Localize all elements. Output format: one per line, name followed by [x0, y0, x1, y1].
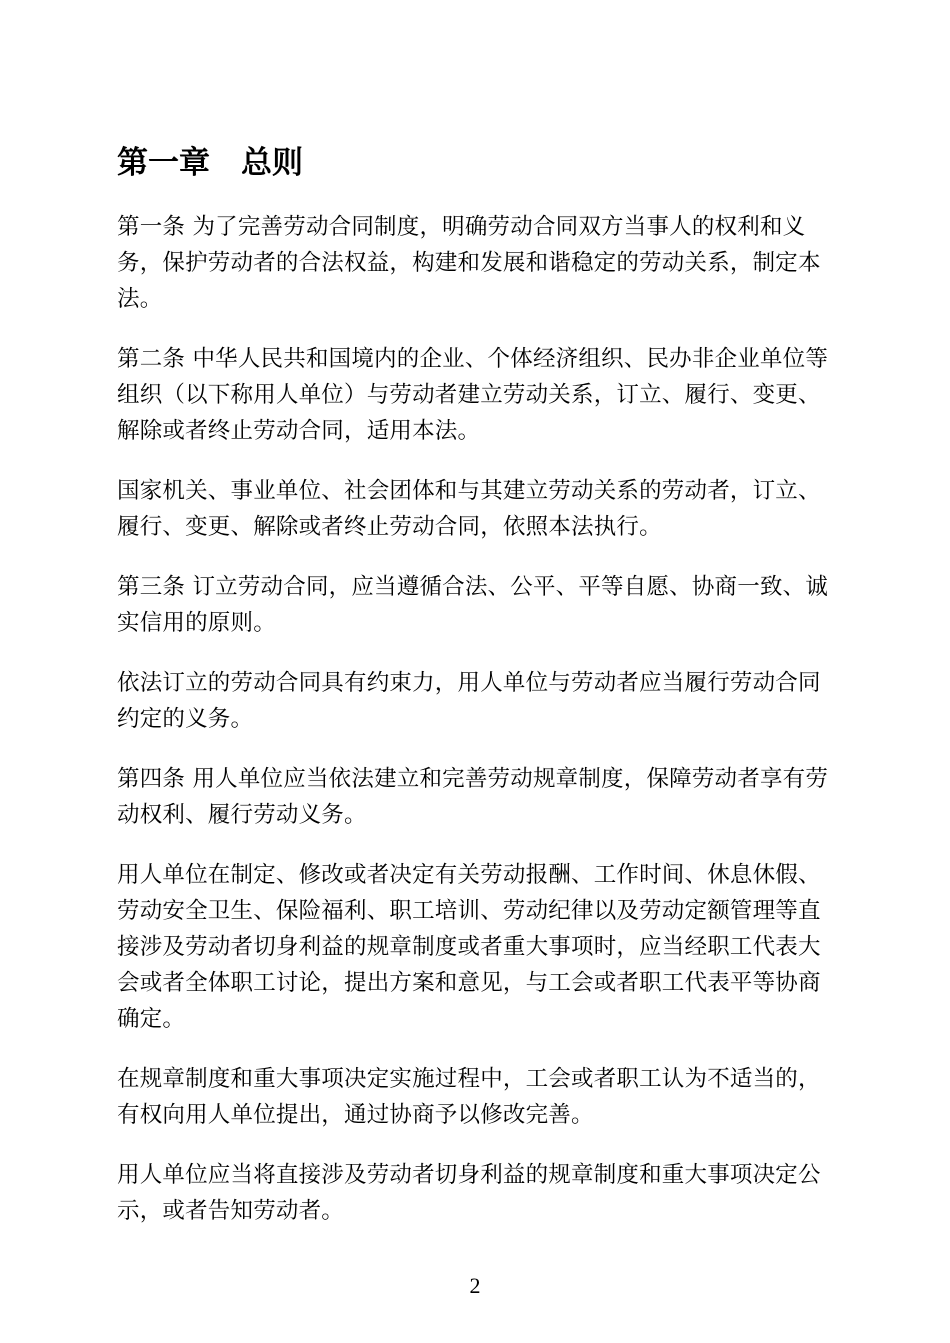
paragraph-text: 在规章制度和重大事项决定实施过程中，工会或者职工认为不适当的，有权向用人单位提出，通过协商予以修改完善。	[117, 1066, 821, 1128]
paragraph-article-2	[117, 341, 839, 449]
paragraph-article-3	[117, 569, 839, 641]
article-number: 第一条	[117, 214, 186, 240]
paragraph-article-2-clause-2	[117, 473, 839, 545]
paragraph-article-4-clause-3	[117, 1061, 839, 1133]
paragraph-article-4-clause-2	[117, 857, 839, 1037]
document-page	[117, 140, 839, 1253]
paragraph-text: 中华人民共和国境内的企业、个体经济组织、民办非企业单位等组织（以下称用人单位）与劳动者建立劳动关系，订立、履行、变更、解除或者终止劳动合同，适用本法。	[117, 346, 829, 444]
article-number: 第二条	[117, 346, 186, 372]
chapter-title: 第一章 总则	[117, 145, 303, 181]
article-number: 第四条	[117, 766, 186, 792]
page-number: 2	[469, 1273, 481, 1298]
paragraph-text: 用人单位应当将直接涉及劳动者切身利益的规章制度和重大事项决定公示，或者告知劳动者。	[117, 1162, 821, 1224]
paragraph-article-4	[117, 761, 839, 833]
paragraph-article-4-clause-4	[117, 1157, 839, 1229]
paragraph-text: 依法订立的劳动合同具有约束力，用人单位与劳动者应当履行劳动合同约定的义务。	[117, 670, 821, 732]
paragraph-text: 订立劳动合同，应当遵循合法、公平、平等自愿、协商一致、诚实信用的原则。	[117, 574, 829, 636]
paragraph-article-3-clause-2	[117, 665, 839, 737]
paragraph-text: 用人单位应当依法建立和完善劳动规章制度，保障劳动者享有劳动权利、履行劳动义务。	[117, 766, 829, 828]
paragraph-article-1	[117, 209, 839, 317]
paragraph-text: 为了完善劳动合同制度，明确劳动合同双方当事人的权利和义务，保护劳动者的合法权益，构建和发展和谐稳定的劳动关系，制定本法。	[117, 214, 821, 312]
paragraph-text: 国家机关、事业单位、社会团体和与其建立劳动关系的劳动者，订立、履行、变更、解除或者终止劳动合同，依照本法执行。	[117, 478, 821, 540]
paragraph-text: 用人单位在制定、修改或者决定有关劳动报酬、工作时间、休息休假、劳动安全卫生、保险福利、职工培训、劳动纪律以及劳动定额管理等直接涉及劳动者切身利益的规章制度或者重大事项时，应当经职工代表大会或者全体职工讨论，提出方案和意见，与工会或者职工代表平等协商确定。	[117, 862, 821, 1032]
article-number: 第三条	[117, 574, 186, 600]
